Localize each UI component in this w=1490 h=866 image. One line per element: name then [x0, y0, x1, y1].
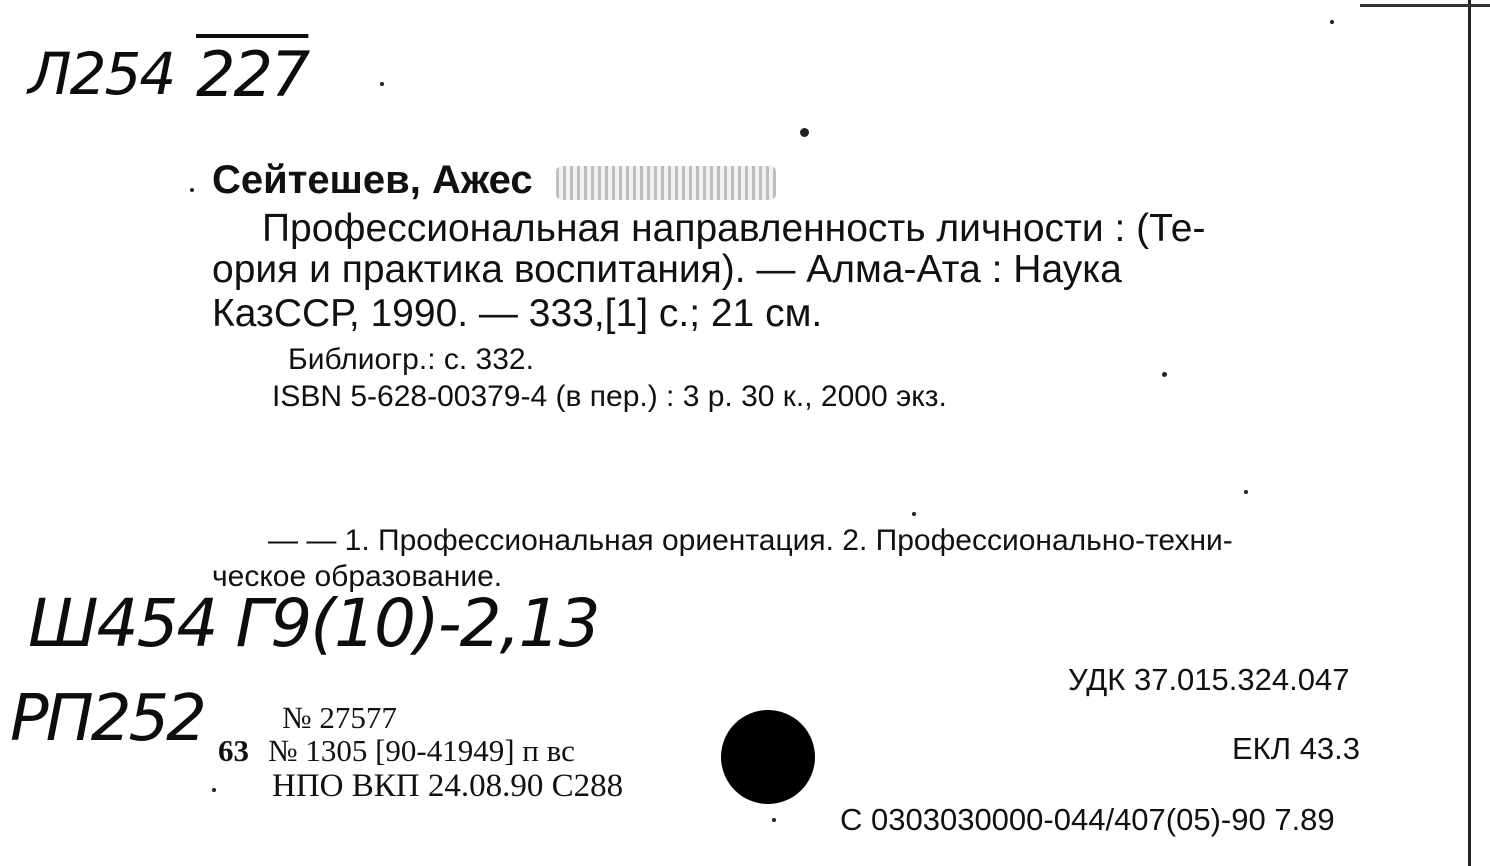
speck [190, 188, 194, 192]
c-number: С 0303030000-044/407(05)-90 7.89 [840, 802, 1335, 837]
speck [800, 128, 809, 137]
speck [1162, 372, 1167, 377]
card-edge-top [1360, 4, 1490, 7]
print-number-prefix: 63 [218, 733, 249, 768]
subjects-line-1: — — 1. Профессиональная ориентация. 2. Профессионально-техни- [268, 524, 1233, 557]
bibliography-note: Библиогр.: с. 332. [288, 343, 534, 376]
punch-hole [721, 710, 815, 804]
title-line-1: Профессиональная направленность личности : (Те- [262, 207, 1206, 250]
speck [772, 818, 776, 822]
card-edge-right [1468, 0, 1471, 866]
udk-code: УДК 37.015.324.047 [1068, 662, 1350, 697]
order-number: № 27577 [282, 700, 397, 735]
speck [1244, 490, 1248, 494]
subjects-line-2: ческое образование. [212, 560, 503, 593]
speck [380, 82, 384, 86]
ekl-code: ЕКЛ 43.3 [1232, 731, 1361, 766]
author-name: Сейтешев, Ажес [212, 158, 533, 202]
print-number: № 1305 [90-41949] п вс [268, 733, 575, 768]
isbn-line: ISBN 5-628-00379-4 (в пер.) : 3 р. 30 к., 2000 экз. [272, 380, 947, 413]
speck [912, 512, 916, 516]
redacted-patronymic [556, 166, 776, 200]
handwritten-shelf-mark-sub: 227 [196, 38, 309, 111]
npo-line: НПО ВКП 24.08.90 С288 [272, 768, 624, 804]
handwritten-code: РП252 [10, 682, 204, 756]
title-line-3: КазССР, 1990. — 333,[1] с.; 21 см. [212, 292, 823, 335]
title-line-2: ория и практика воспитания). — Алма-Ата : Наука [212, 248, 1122, 291]
handwritten-shelf-mark: Л254 [28, 40, 175, 108]
handwritten-classification: Ш454 Г9(10)-2,13 [28, 585, 599, 662]
speck [212, 788, 216, 792]
speck [1330, 20, 1334, 24]
